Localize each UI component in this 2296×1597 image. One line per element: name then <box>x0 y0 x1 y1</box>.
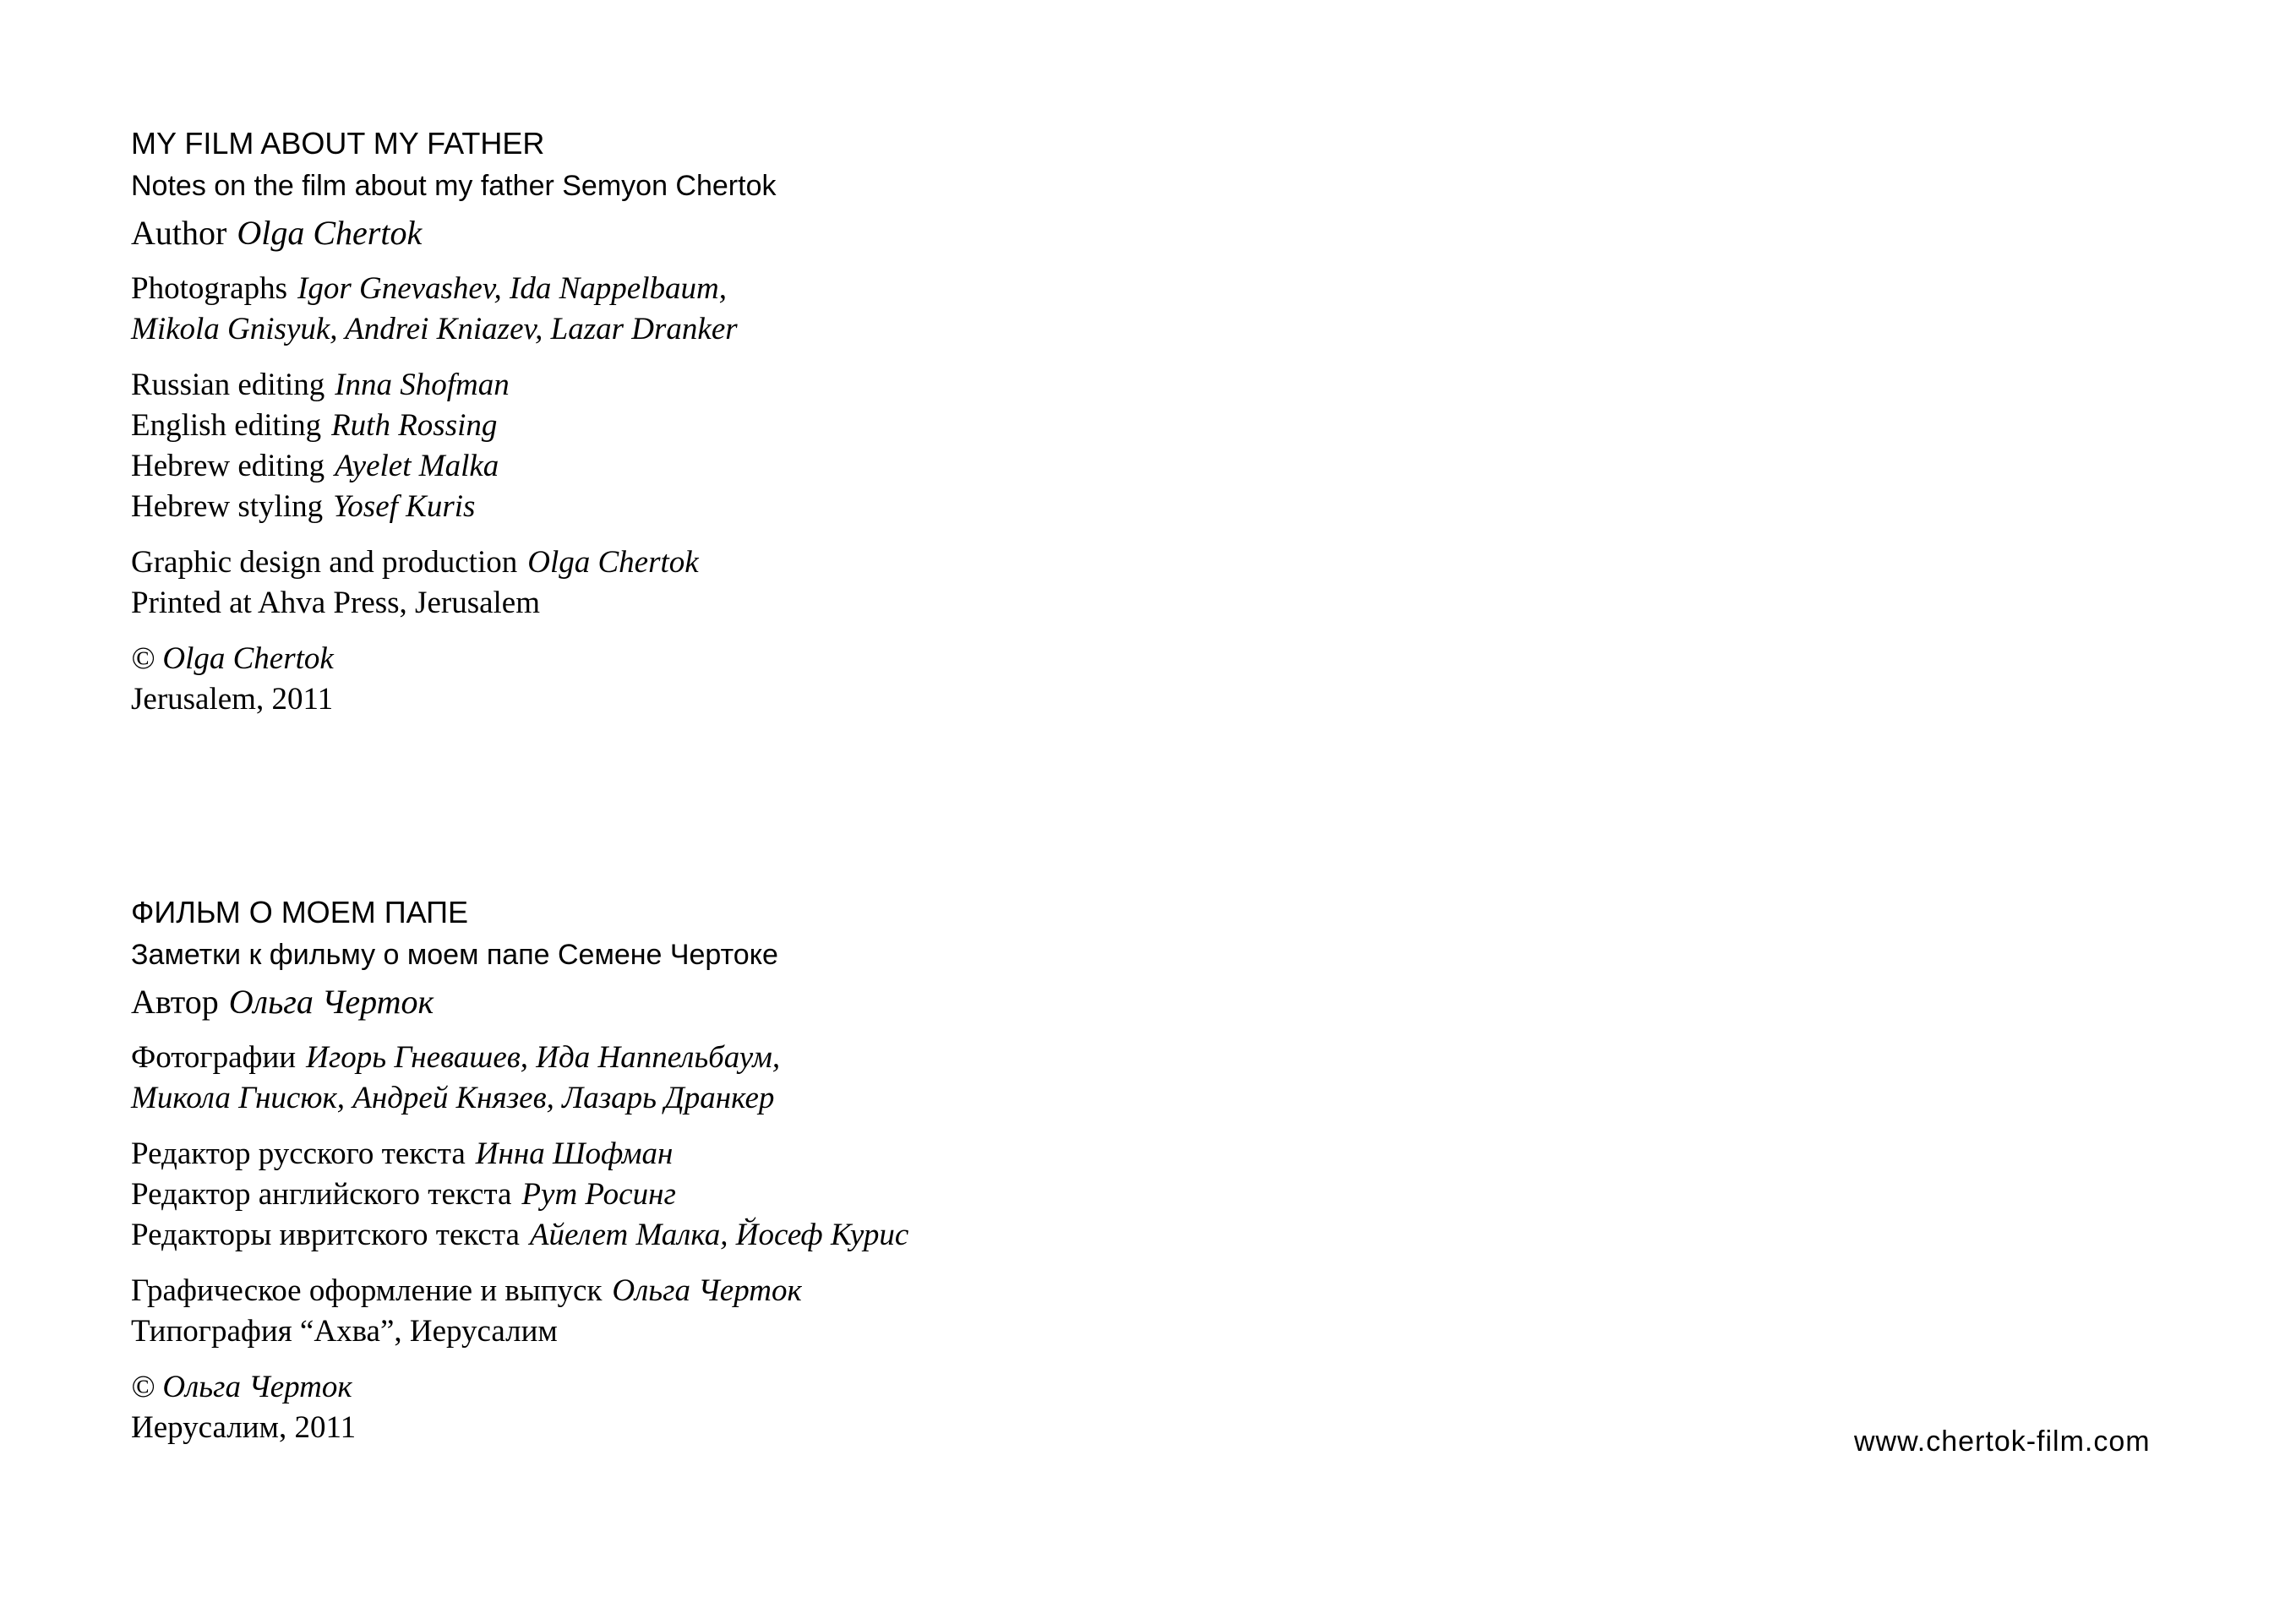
production-credits-en <box>131 542 1399 624</box>
english-editing-name-en: Ruth Rossing <box>331 408 498 443</box>
photographs-names-line1-ru: Игорь Гневашев, Ида Наппельбаум, <box>306 1040 781 1075</box>
hebrew-styling-label-en: Hebrew styling <box>131 489 324 524</box>
author-label-en: Author <box>131 214 227 252</box>
russian-editor-label-ru: Редактор русского текста <box>131 1136 466 1171</box>
russian-credits <box>131 894 1399 1448</box>
photographs-label-en: Photographs <box>131 271 287 306</box>
author-name-en: Olga Chertok <box>237 214 423 252</box>
author-name-ru: Ольга Черток <box>228 983 434 1021</box>
author-line-en <box>131 213 1399 253</box>
hebrew-editors-label-ru: Редакторы ивритского текста <box>131 1218 520 1252</box>
printer-line-en: Printed at Ahva Press, Jerusalem <box>131 586 540 620</box>
english-credits <box>131 125 1399 720</box>
hebrew-editing-name-en: Ayelet Malka <box>335 449 499 483</box>
copyright-ru: © Ольга Черток <box>131 1370 352 1404</box>
english-editing-label-en: English editing <box>131 408 322 443</box>
book-title-en: MY FILM ABOUT MY FATHER <box>131 126 545 161</box>
russian-editing-label-en: Russian editing <box>131 368 325 402</box>
place-year-en: Jerusalem, 2011 <box>131 682 334 717</box>
editing-credits-en <box>131 365 1399 527</box>
printer-line-ru: Типография “Ахва”, Иерусалим <box>131 1314 558 1349</box>
photographs-names-line2-en: Mikola Gnisyuk, Andrei Kniazev, Lazar Dranker <box>131 312 738 346</box>
english-editor-name-ru: Рут Росинг <box>521 1177 676 1212</box>
place-year-ru: Иерусалим, 2011 <box>131 1410 357 1445</box>
book-subtitle-en: Notes on the film about my father Semyon Chertok <box>131 170 777 202</box>
photographs-names-line1-en: Igor Gnevashev, Ida Nappelbaum, <box>297 271 727 306</box>
design-name-ru: Ольга Черток <box>612 1273 802 1308</box>
photographs-label-ru: Фотографии <box>131 1040 297 1075</box>
hebrew-styling-name-en: Yosef Kuris <box>333 489 476 524</box>
copyright-block-en <box>131 639 1399 720</box>
copyright-block-ru <box>131 1367 1399 1448</box>
hebrew-editing-label-en: Hebrew editing <box>131 449 325 483</box>
copyright-en: © Olga Chertok <box>131 641 334 676</box>
hebrew-editors-names-ru: Айелет Малка, Йосеф Курис <box>529 1218 909 1252</box>
english-editor-label-ru: Редактор английского текста <box>131 1177 512 1212</box>
photographs-credit-en <box>131 269 1399 350</box>
design-name-en: Olga Chertok <box>527 545 699 580</box>
production-credits-ru <box>131 1271 1399 1352</box>
website-url: www.chertok-film.com <box>1854 1425 2151 1458</box>
author-line-ru <box>131 982 1399 1022</box>
design-label-en: Graphic design and production <box>131 545 518 580</box>
photographs-names-line2-ru: Микола Гнисюк, Андрей Князев, Лазарь Дранкер <box>131 1081 775 1115</box>
book-title-ru: ФИЛЬМ О МОЕМ ПАПЕ <box>131 895 469 929</box>
author-label-ru: Автор <box>131 983 219 1021</box>
russian-editing-name-en: Inna Shofman <box>335 368 510 402</box>
editing-credits-ru <box>131 1134 1399 1256</box>
russian-editor-name-ru: Инна Шофман <box>475 1136 674 1171</box>
book-subtitle-ru: Заметки к фильму о моем папе Семене Чертоке <box>131 939 778 971</box>
photographs-credit-ru <box>131 1038 1399 1119</box>
design-label-ru: Графическое оформление и выпуск <box>131 1273 603 1308</box>
